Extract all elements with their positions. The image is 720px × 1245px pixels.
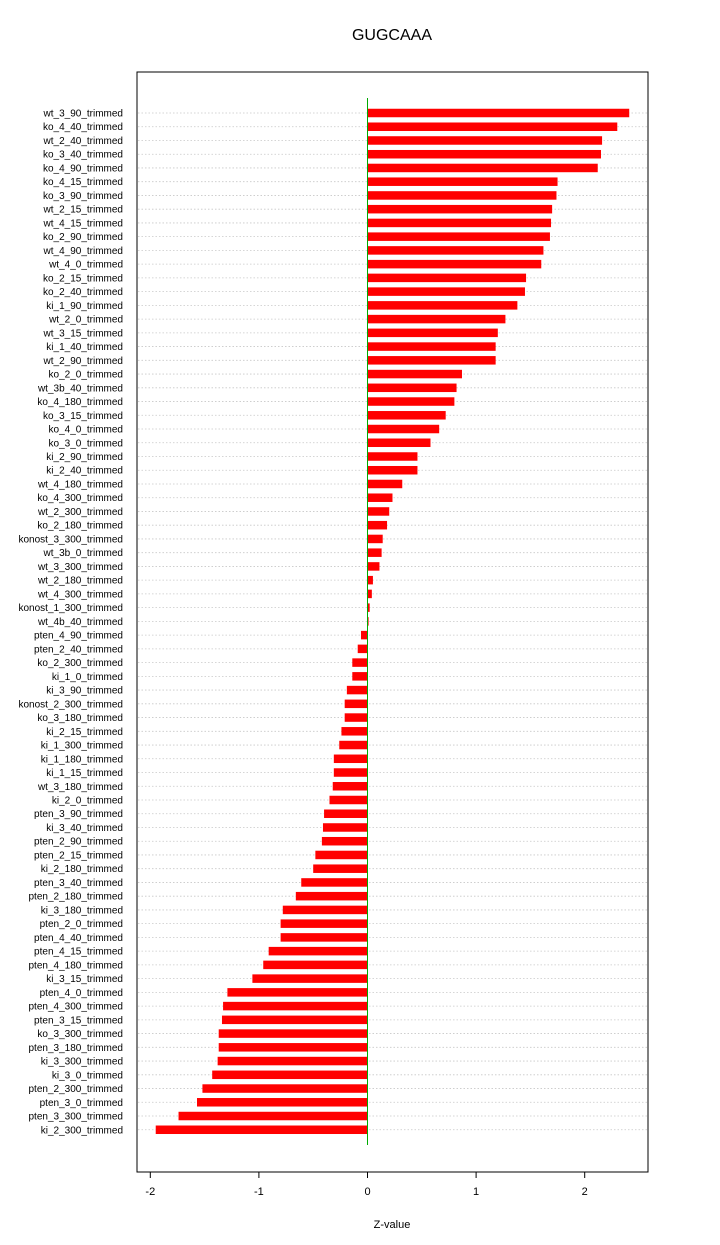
bar	[368, 452, 418, 461]
bar	[368, 232, 550, 241]
bar	[368, 548, 382, 557]
bar	[227, 988, 367, 997]
bar	[368, 260, 542, 269]
x-tick-label: 1	[473, 1186, 480, 1198]
bar	[156, 1126, 368, 1135]
bar	[352, 658, 367, 667]
category-label: wt_4_0_trimmed	[49, 259, 123, 271]
category-label: ko_2_0_trimmed	[48, 369, 123, 381]
bar	[322, 837, 368, 846]
category-label: ki_2_0_trimmed	[51, 795, 123, 807]
category-label: ki_1_300_trimmed	[40, 740, 123, 752]
category-label: ko_4_300_trimmed	[37, 493, 123, 505]
category-label: ki_3_300_trimmed	[40, 1056, 123, 1068]
bar	[368, 397, 455, 406]
category-label: ki_2_40_trimmed	[46, 465, 123, 477]
bar	[358, 645, 368, 654]
category-label: pten_4_0_trimmed	[39, 987, 123, 999]
category-label: pten_2_90_trimmed	[34, 836, 123, 848]
bar	[333, 782, 368, 791]
bar	[368, 439, 431, 448]
bar	[219, 1029, 368, 1038]
bar	[212, 1071, 367, 1080]
category-label: ki_1_40_trimmed	[46, 342, 123, 354]
bar	[345, 700, 368, 709]
bar	[368, 466, 418, 475]
category-label: wt_2_15_trimmed	[43, 204, 123, 216]
category-label: wt_2_0_trimmed	[49, 314, 123, 326]
bar	[252, 974, 367, 983]
bar	[219, 1043, 368, 1052]
bar	[323, 823, 368, 832]
category-label: pten_2_180_trimmed	[28, 891, 123, 903]
bar	[329, 796, 367, 805]
bar	[368, 562, 380, 571]
category-label: ko_4_180_trimmed	[37, 397, 123, 409]
category-label: wt_3_180_trimmed	[37, 781, 123, 793]
bar	[296, 892, 368, 901]
bar	[315, 851, 367, 860]
bar	[368, 177, 558, 186]
category-label: pten_3_0_trimmed	[39, 1097, 123, 1109]
bar	[368, 136, 603, 145]
chart-title: GUGCAAA	[351, 27, 433, 44]
category-label: wt_2_300_trimmed	[37, 506, 123, 518]
bar	[368, 301, 518, 310]
category-label: pten_2_300_trimmed	[28, 1084, 123, 1096]
bar	[301, 878, 367, 887]
category-label: ki_3_40_trimmed	[46, 822, 123, 834]
x-axis-title: Z-value	[373, 1219, 411, 1231]
bar	[368, 493, 393, 502]
bar	[368, 576, 373, 585]
bar	[341, 727, 367, 736]
bar	[368, 191, 557, 200]
category-label: pten_2_40_trimmed	[34, 644, 123, 656]
bar	[263, 961, 367, 970]
category-label: pten_3_300_trimmed	[28, 1111, 123, 1123]
x-tick-label: 0	[364, 1186, 371, 1198]
bar	[223, 1002, 367, 1011]
bar	[345, 713, 368, 722]
category-label: ki_2_300_trimmed	[40, 1125, 123, 1137]
bar	[368, 507, 390, 515]
category-label: wt_4_15_trimmed	[43, 218, 123, 230]
category-label: ki_3_90_trimmed	[46, 685, 123, 697]
bar	[368, 274, 527, 283]
category-label: ko_2_15_trimmed	[42, 273, 123, 285]
category-label: pten_4_90_trimmed	[34, 630, 123, 642]
category-labels	[18, 109, 123, 1137]
category-label: ko_3_40_trimmed	[42, 149, 123, 161]
category-label: wt_2_40_trimmed	[43, 135, 123, 147]
bar	[368, 122, 618, 130]
bar	[368, 411, 446, 420]
category-label: ko_3_15_trimmed	[42, 410, 123, 422]
bar	[222, 1016, 368, 1025]
bar	[202, 1084, 367, 1093]
category-label: ki_1_15_trimmed	[46, 768, 123, 780]
category-label: ko_2_90_trimmed	[42, 232, 123, 244]
bar	[313, 864, 367, 873]
category-label: ko_2_40_trimmed	[42, 287, 123, 299]
bar	[368, 521, 388, 530]
category-label: konost_3_300_trimmed	[18, 534, 123, 546]
bar	[368, 329, 498, 338]
bar	[368, 480, 403, 489]
category-label: wt_4_90_trimmed	[43, 245, 123, 257]
bar	[368, 205, 553, 214]
bar	[269, 947, 368, 956]
category-label: wt_4_300_trimmed	[37, 589, 123, 601]
category-label: pten_3_90_trimmed	[34, 809, 123, 821]
bar	[352, 672, 367, 681]
bar	[368, 342, 496, 351]
bar	[218, 1057, 368, 1066]
category-label: ko_4_0_trimmed	[48, 424, 123, 436]
category-label: ko_3_180_trimmed	[37, 713, 123, 725]
bar	[368, 535, 383, 544]
category-label: ko_4_15_trimmed	[42, 177, 123, 189]
category-label: ko_2_300_trimmed	[37, 658, 123, 670]
bar	[281, 919, 368, 928]
bar	[368, 219, 552, 228]
category-label: konost_2_300_trimmed	[18, 699, 123, 711]
bar	[339, 741, 367, 750]
category-label: pten_4_300_trimmed	[28, 1001, 123, 1013]
category-label: ki_1_90_trimmed	[46, 300, 123, 312]
category-label: konost_1_300_trimmed	[18, 603, 123, 615]
category-label: wt_3_15_trimmed	[43, 328, 123, 340]
category-label: wt_2_180_trimmed	[37, 575, 123, 587]
category-label: wt_3b_0_trimmed	[43, 548, 123, 560]
bar	[368, 384, 457, 393]
bar	[334, 755, 368, 764]
category-label: pten_4_15_trimmed	[34, 946, 123, 958]
bar	[179, 1112, 368, 1121]
category-label: wt_3b_40_trimmed	[37, 383, 123, 395]
category-label: ki_3_15_trimmed	[46, 974, 123, 986]
category-label: pten_3_15_trimmed	[34, 1015, 123, 1027]
category-label: pten_4_180_trimmed	[28, 960, 123, 972]
category-label: ki_3_0_trimmed	[51, 1070, 123, 1082]
category-label: ko_4_40_trimmed	[42, 122, 123, 134]
bar	[361, 631, 368, 640]
bar	[368, 246, 544, 255]
category-label: wt_2_90_trimmed	[43, 355, 123, 367]
bar	[334, 768, 368, 777]
category-label: ki_3_180_trimmed	[40, 905, 123, 917]
bar	[368, 287, 525, 296]
bar	[368, 150, 601, 159]
category-label: ko_4_90_trimmed	[42, 163, 123, 175]
category-label: ki_2_15_trimmed	[46, 726, 123, 738]
bar	[368, 164, 598, 173]
x-tick-label: -1	[254, 1186, 264, 1198]
category-label: pten_3_40_trimmed	[34, 877, 123, 889]
category-label: ki_1_0_trimmed	[51, 671, 123, 683]
category-label: ki_1_180_trimmed	[40, 754, 123, 766]
bar	[281, 933, 368, 942]
bar	[283, 906, 368, 915]
category-label: ko_3_90_trimmed	[42, 190, 123, 202]
category-label: ko_3_300_trimmed	[37, 1029, 123, 1041]
category-label: ki_2_90_trimmed	[46, 452, 123, 463]
category-label: pten_2_0_trimmed	[39, 919, 123, 931]
bar	[368, 590, 372, 599]
category-label: wt_4b_40_trimmed	[37, 616, 123, 628]
category-label: wt_3_300_trimmed	[37, 561, 123, 573]
bar	[197, 1098, 368, 1107]
bar	[368, 315, 506, 324]
bar	[368, 425, 440, 434]
category-label: ko_3_0_trimmed	[48, 438, 123, 450]
x-axis	[145, 1172, 587, 1198]
category-label: ki_2_180_trimmed	[40, 864, 123, 876]
category-label: wt_4_180_trimmed	[37, 479, 123, 491]
category-label: pten_2_15_trimmed	[34, 850, 123, 862]
category-label: wt_3_90_trimmed	[43, 108, 123, 120]
bar	[368, 109, 630, 118]
category-label: ko_2_180_trimmed	[37, 520, 123, 532]
bar	[368, 356, 496, 365]
x-tick-label: 2	[581, 1186, 588, 1198]
category-label: pten_3_180_trimmed	[28, 1042, 123, 1054]
bar	[368, 370, 462, 379]
category-label: pten_4_40_trimmed	[34, 932, 123, 944]
x-tick-label: -2	[145, 1186, 156, 1198]
bar	[347, 686, 368, 695]
bar	[324, 809, 367, 818]
